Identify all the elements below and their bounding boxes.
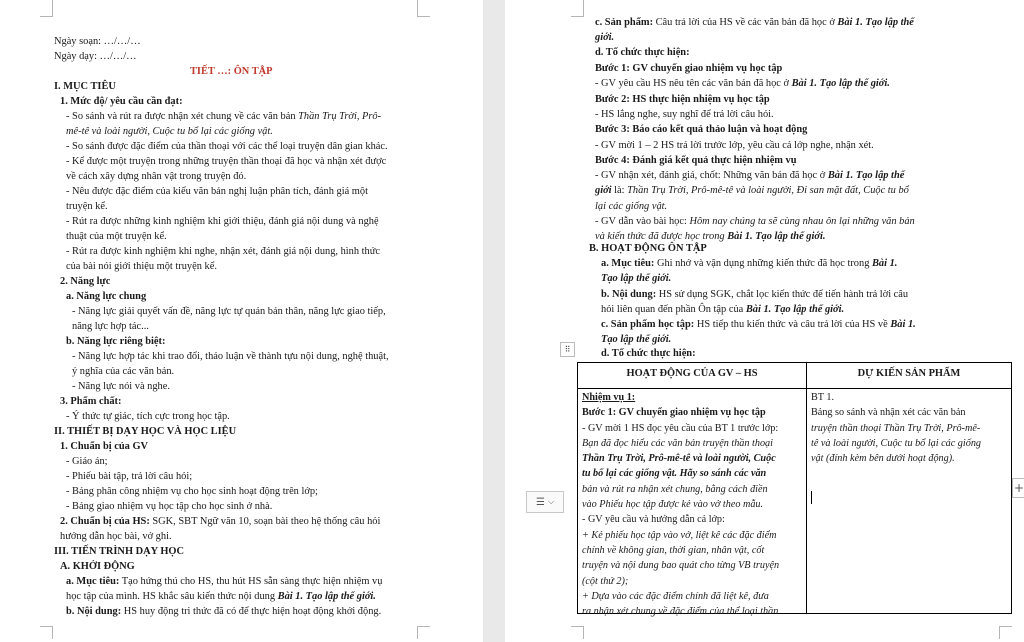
line-text: - GV nhận xét, đánh giá, chốt: Những văn bản đã học ở: [595, 170, 828, 181]
line-text: - So sánh và rút ra được nhận xét chung về các văn bản: [66, 111, 299, 122]
document-line: [54, 424, 236, 439]
document-line: [595, 61, 782, 76]
document-line: [66, 574, 382, 589]
line-text: - GV mời 1 – 2 HS trả lời trước lớp, yêu cầu cả lớp nghe, nhận xét.: [595, 140, 874, 151]
line-text: - Kể được một truyện trong những truyện thần thoại đã học và nhận xét được: [66, 156, 387, 167]
chevron-down-icon: ⌵: [547, 497, 555, 506]
table-cell-line: Nhiệm vụ 1:: [582, 392, 636, 403]
document-line: [595, 30, 614, 45]
activity-table[interactable]: [577, 362, 1012, 618]
document-line: [66, 484, 318, 499]
document-line: [72, 349, 389, 364]
document-line: [66, 259, 217, 274]
line-text: b. Năng lực riêng biệt:: [66, 336, 166, 347]
crop-mark: [417, 0, 430, 17]
add-column-icon[interactable]: +: [1012, 478, 1024, 498]
crop-mark: [999, 626, 1012, 639]
line-text-regular: Câu trả lời của HS về các văn bản đã học ở: [653, 17, 838, 28]
document-line: [601, 256, 897, 271]
line-text-italic: Thần Trụ Trời, Prô-: [298, 111, 382, 122]
document-line: [72, 304, 386, 319]
line-text: a. Mục tiêu:: [66, 576, 120, 587]
line-text: - GV dẫn vào bài học:: [595, 216, 690, 227]
crop-mark: [40, 626, 53, 639]
line-text: 1. Chuẩn bị của GV: [60, 441, 149, 452]
document-line: [66, 454, 108, 469]
line-text: - Phiếu bài tập, trả lời câu hỏi;: [66, 471, 193, 482]
table-divider: [578, 388, 1011, 389]
document-line: [601, 317, 916, 332]
line-text: của bài nói giới thiệu một truyện kể.: [66, 261, 217, 272]
line-text: b. Nội dung:: [66, 606, 122, 617]
line-text: hỏi liên quan đến phần Ôn tập của: [601, 304, 746, 315]
line-text: Ngày soạn: …/…/…: [54, 36, 141, 47]
line-text: 3. Phẩm chất:: [60, 396, 122, 407]
line-text: Bước 2: HS thực hiện nhiệm vụ học tập: [595, 94, 770, 105]
line-text: lại các giống vật.: [595, 201, 668, 212]
line-text: 2. Năng lực: [60, 276, 111, 287]
line-text-bold-italic: Bài 1. Tạo lập thế: [827, 170, 905, 181]
line-text: - Năng lực nói và nghe.: [72, 381, 170, 392]
document-line: [601, 302, 844, 317]
table-cell-activity[interactable]: [582, 390, 804, 619]
line-text-bold-italic: Bài 1. Tạo lập thế giới.: [277, 591, 376, 602]
line-text: - Nêu được đặc điểm của kiểu văn bản nghị luận phân tích, đánh giá một: [66, 186, 368, 197]
line-text: - Ý thức tự giác, tích cực trong học tập.: [66, 411, 230, 422]
table-cell-line: Bước 1: GV chuyển giao nhiệm vụ học tập: [582, 407, 766, 419]
document-line: [595, 76, 890, 91]
document-line: [589, 241, 707, 256]
table-cell-line: Bạn đã đọc hiểu các văn bản truyện thần thoại: [582, 437, 773, 449]
table-cell-line: tê và loài người, Cuộc tu bổ lại các giống: [811, 437, 982, 449]
crop-mark: [417, 626, 430, 639]
table-cell-line: tu bổ lại các giống vật. Hãy so sánh các văn: [582, 468, 767, 480]
line-text-bold-italic: Bài 1. Tạo lập thế giới.: [727, 231, 826, 242]
line-text: - Rút ra được kinh nghiệm khi nghe, nhận xét, đánh giá nội dung, hình thức: [66, 246, 380, 257]
document-line: [595, 168, 904, 183]
line-text-regular: là:: [611, 185, 628, 196]
document-line: [60, 559, 135, 574]
document-line: [72, 319, 149, 334]
cell-options-button[interactable]: [526, 491, 564, 513]
document-line: [54, 49, 137, 64]
document-line: [72, 364, 174, 379]
line-text: - Bảng giao nhiệm vụ học tập cho học sinh ở nhà.: [66, 501, 273, 512]
line-text-regular: SGK, SBT Ngữ văn 10, soạn bài theo hệ thống câu hỏi: [149, 516, 381, 527]
line-text: giới: [595, 185, 612, 196]
line-text: giới.: [595, 32, 615, 43]
document-line: [60, 439, 148, 454]
document-line: [595, 214, 915, 229]
line-text-bold-italic: Bài 1. Tạo lập thế giới.: [791, 78, 890, 89]
document-line: [595, 138, 874, 153]
line-text: về cách xây dựng nhân vật trong truyện đó.: [66, 171, 247, 182]
document-line: [54, 544, 184, 559]
document-line: [66, 409, 230, 424]
line-text: b. Nội dung:: [601, 289, 657, 300]
document-line: [66, 109, 381, 124]
table-divider: [806, 363, 807, 613]
line-text: Ngày dạy: …/…/…: [54, 51, 137, 62]
table-header-activity: HOẠT ĐỘNG CỦA GV – HS: [626, 368, 758, 379]
line-text: truyện kể.: [66, 201, 108, 212]
line-text: - HS lắng nghe, suy nghĩ để trả lời câu hỏi.: [595, 109, 774, 120]
line-text-regular: Ghi nhớ và vận dụng những kiến thức đã học trong: [654, 258, 872, 269]
document-line: [190, 64, 272, 79]
crop-mark: [40, 0, 53, 17]
document-line: [54, 79, 116, 94]
document-line: [595, 183, 909, 198]
document-line: [72, 379, 170, 394]
line-text: III. TIẾN TRÌNH DẠY HỌC: [54, 546, 185, 557]
line-text: A. KHỞI ĐỘNG: [60, 561, 135, 572]
line-text-bold-italic: Bài 1. Tạo lập thế: [837, 17, 914, 28]
line-text: mê-tê và loài người, Cuộc tu bổ lại các giống vật.: [66, 126, 273, 137]
crop-mark: [571, 0, 584, 17]
document-page-left: [0, 0, 483, 642]
table-cell-line: truyện thần thoại Thần Trụ Trời, Prô-mê-: [811, 422, 981, 434]
document-line: [66, 334, 165, 349]
document-line: [66, 199, 108, 214]
line-text: thuật của một truyện kể.: [66, 231, 167, 242]
document-line: [595, 92, 770, 107]
line-text: - Rút ra được những kinh nghiệm khi giới thiệu, đánh giá nội dung và nghệ: [66, 216, 379, 227]
line-text-bold-italic: Bài 1.: [872, 258, 898, 269]
line-text: - GV yêu cầu HS nêu tên các văn bản đã học ở: [595, 78, 792, 89]
line-text-regular: HS tiếp thu kiến thức và câu trả lời của HS về: [694, 319, 891, 330]
line-text: Bước 4: Đánh giá kết quả thực hiện nhiệm vụ: [595, 155, 797, 166]
document-line: [60, 514, 380, 529]
line-text: - Năng lực giải quyết vấn đề, năng lực tự quản bản thân, năng lực giao tiếp,: [72, 306, 386, 317]
table-move-handle-icon[interactable]: ⠿: [560, 342, 575, 357]
line-text: c. Sản phẩm:: [595, 17, 654, 28]
document-line: [66, 124, 273, 139]
document-line: [595, 107, 774, 122]
line-text-italic: Hôm nay chúng ta sẽ cùng nhau ôn lại những văn bản: [689, 216, 915, 227]
line-text-bold-italic: Bài 1.: [890, 319, 916, 330]
line-text-bold-italic: Bài 1. Tạo lập thế giới.: [745, 304, 845, 315]
document-line: [601, 287, 908, 302]
list-options-icon: ☰: [535, 496, 545, 508]
line-text-italic: Thần Trụ Trời, Prô-mê-tê và loài người, Đi san mặt đất, Cuộc tu bổ: [627, 185, 909, 196]
table-cell-line: truyện và nội dung bao quát cho từng VB truyện: [582, 560, 780, 572]
line-text: 1. Mức độ/ yêu cầu cần đạt:: [60, 96, 183, 107]
document-line: [60, 529, 172, 544]
table-cell-line: ra nhận xét chung về đặc điểm của thể loại thần: [582, 606, 779, 618]
line-text-regular: Tạo hứng thú cho HS, thu hút HS sẵn sàng thực hiện nhiệm vụ: [119, 576, 383, 587]
table-cell-line: - GV yêu cầu và hướng dẫn cả lớp:: [582, 514, 725, 526]
line-text: II. THIẾT BỊ DẠY HỌC VÀ HỌC LIỆU: [54, 426, 237, 437]
line-text: - Bảng phân công nhiệm vụ cho học sinh hoạt động trên lớp;: [66, 486, 318, 497]
document-line: [66, 214, 379, 229]
line-text: TIẾT …: ÔN TẬP: [190, 66, 273, 77]
line-text: 2. Chuẩn bị của HS:: [60, 516, 150, 527]
line-text: Bước 3: Báo cáo kết quả thảo luận và hoạt động: [595, 124, 808, 135]
document-line: [54, 34, 141, 49]
document-line: [66, 169, 246, 184]
document-line: [66, 289, 146, 304]
line-text: hướng dẫn học bài, vở ghi.: [60, 531, 172, 542]
document-line: [66, 589, 376, 604]
document-line: [601, 346, 696, 361]
line-text: d. Tổ chức thực hiện:: [601, 348, 696, 359]
crop-mark: [571, 626, 584, 639]
line-text: a. Mục tiêu:: [601, 258, 655, 269]
line-text: - Năng lực hợp tác khi trao đổi, thảo luận về thành tựu nội dung, nghệ thuật,: [72, 351, 389, 362]
document-line: [601, 271, 671, 286]
table-cell-line: Bảng so sánh và nhận xét các văn bản: [811, 407, 966, 419]
table-cell-line: vật (đính kèm bên dưới hoạt động).: [811, 453, 955, 465]
document-line: [595, 15, 914, 30]
document-line: [595, 199, 667, 214]
line-text-regular: HS sử dụng SGK, chắt lọc kiến thức để tiến hành trả lời câu: [656, 289, 909, 300]
document-line: [66, 229, 167, 244]
line-text: d. Tổ chức thực hiện:: [595, 47, 690, 58]
line-text: năng lực hợp tác...: [72, 321, 149, 332]
document-line: [60, 94, 183, 109]
line-text: Tạo lập thế giới.: [601, 334, 672, 345]
document-line: [66, 184, 368, 199]
table-cell-line: - GV mời 1 HS đọc yêu cầu của BT 1 trước lớp:: [582, 422, 779, 434]
text-cursor: [811, 491, 812, 504]
line-text: Tạo lập thế giới.: [601, 273, 672, 284]
document-line: [60, 274, 110, 289]
line-text: Bước 1: GV chuyển giao nhiệm vụ học tập: [595, 63, 783, 74]
line-text: - Giáo án;: [66, 456, 108, 467]
line-text: a. Năng lực chung: [66, 291, 147, 302]
line-text: I. MỤC TIÊU: [54, 81, 116, 92]
document-line: [66, 154, 386, 169]
document-line: [595, 122, 807, 137]
table-header-product: DỰ KIẾN SẢN PHẨM: [857, 368, 961, 379]
line-text: ý nghĩa của các văn bản.: [72, 366, 175, 377]
document-line: [66, 499, 272, 514]
line-text: và kiến thức đã được học trong: [595, 231, 728, 242]
table-cell-line: BT 1.: [811, 392, 835, 403]
document-line: [595, 45, 690, 60]
document-line: [595, 153, 797, 168]
document-line: [66, 604, 381, 619]
table-cell-line: bản và rút ra nhận xét chung, bằng cách điền: [582, 483, 768, 495]
document-page-right: [505, 0, 1024, 642]
document-line: [66, 139, 388, 154]
table-cell-line: Thần Trụ Trời, Prô-mê-tê và loài người, Cuộc: [582, 453, 776, 465]
table-cell-line: chính về không gian, thời gian, nhân vật, cốt: [582, 544, 765, 556]
line-text: - So sánh được đặc điểm của thần thoại với các thể loại truyện dân gian khác.: [66, 141, 388, 152]
line-text: học tập của mình. HS khắc sâu kiến thức nội dung: [66, 591, 278, 602]
table-cell-product[interactable]: [811, 390, 1007, 466]
document-line: [60, 394, 121, 409]
table-cell-line: vào Phiếu học tập được kẻ vào vở theo mẫu.: [582, 499, 764, 511]
document-line: [66, 469, 192, 484]
line-text: c. Sản phẩm học tập:: [601, 319, 695, 330]
document-line: [66, 244, 380, 259]
table-cell-line: (cột thứ 2);: [582, 575, 629, 587]
line-text-regular: HS huy động tri thức đã có để thực hiện hoạt động khởi động.: [121, 606, 382, 617]
line-text: B. HOẠT ĐỘNG ÔN TẬP: [589, 243, 707, 254]
table-cell-line: + Dựa vào các đặc điểm chính đã liệt kê, đưa: [582, 590, 769, 602]
table-cell-line: + Kẻ phiếu học tập vào vở, liệt kê các đặc điểm: [582, 529, 777, 541]
